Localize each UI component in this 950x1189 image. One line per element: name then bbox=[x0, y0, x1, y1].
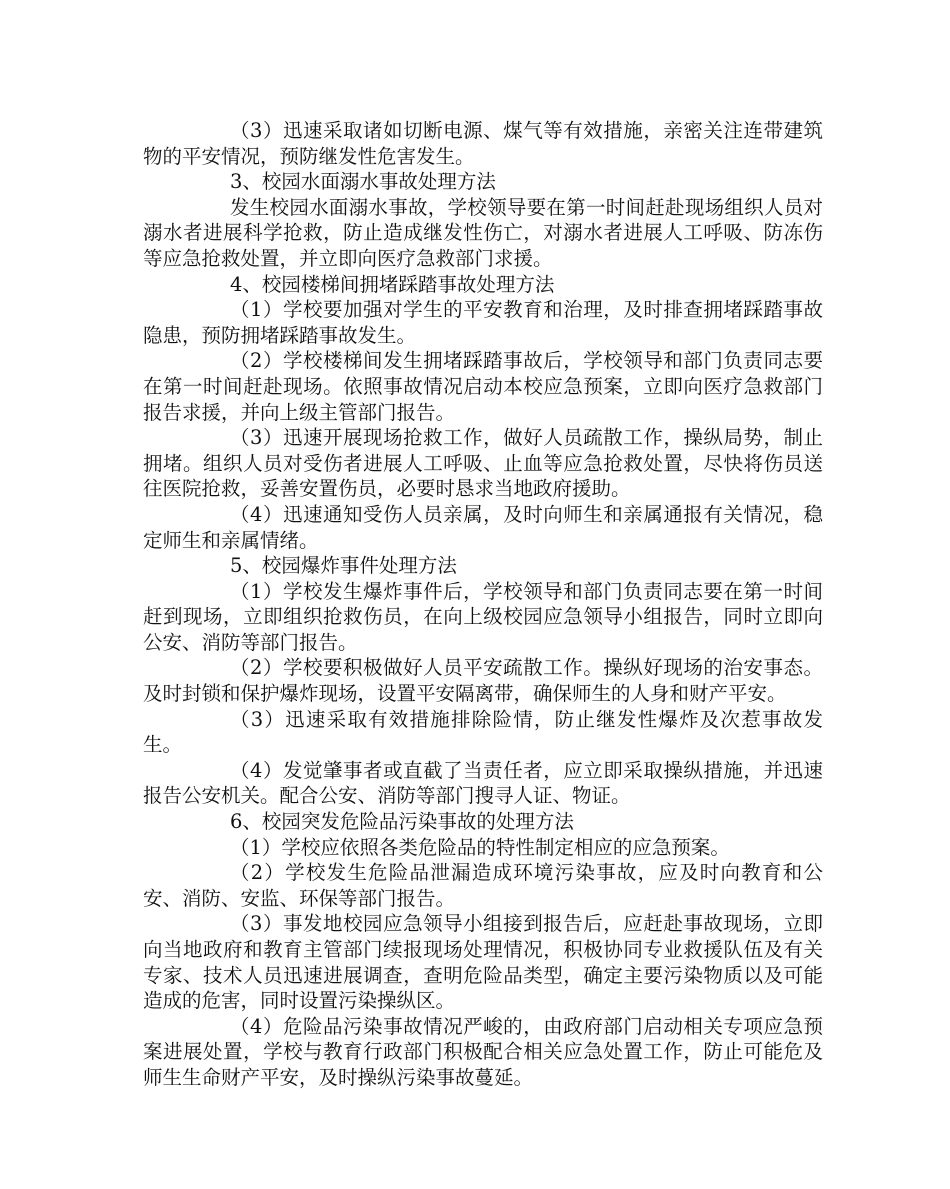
section-heading-5: 5、校园爆炸事件处理方法 bbox=[230, 554, 457, 578]
paragraph: （2）学校发生危险品泄漏造成环境污染事故，应及时向教育和公安、消防、安监、环保等部门报告。 bbox=[143, 861, 823, 910]
paragraph: （3）事发地校园应急领导小组接到报告后，应赶赴事故现场，立即向当地政府和教育主管部门续报现场处理情况，积极协同专业救援队伍及有关专家、技术人员迅速进展调查，查明危险品类型，确定主要污染物质以及可能造成的危害，同时设置污染操纵区。 bbox=[143, 912, 823, 1013]
paragraph: （3）迅速采取诸如切断电源、煤气等有效措施，亲密关注连带建筑物的平安情况，预防继发性危害发生。 bbox=[143, 119, 823, 168]
paragraph: （1）学校应依照各类危险品的特性制定相应的应急预案。 bbox=[230, 835, 730, 859]
section-heading-4: 4、校园楼梯间拥堵踩踏事故处理方法 bbox=[230, 272, 555, 296]
paragraph: （2）学校要积极做好人员平安疏散工作。操纵好现场的治安事态。及时封锁和保护爆炸现场，设置平安隔离带，确保师生的人身和财产平安。 bbox=[143, 656, 823, 706]
section-heading-3: 3、校园水面溺水事故处理方法 bbox=[230, 170, 496, 194]
document-body bbox=[143, 118, 823, 1091]
paragraph: 发生校园水面溺水事故，学校领导要在第一时间赶赴现场组织人员对溺水者进展科学抢救，防止造成继发性伤亡，对溺水者进展人工呼吸、防冻伤等应急抢救处置，并立即向医疗急救部门求援。 bbox=[143, 195, 823, 270]
section-heading-6: 6、校园突发危险品污染事故的处理方法 bbox=[230, 810, 574, 834]
paragraph: （3）迅速开展现场抢救工作，做好人员疏散工作，操纵局势，制止拥堵。组织人员对受伤者进展人工呼吸、止血等应急抢救处置，尽快将伤员送往医院抢救，妥善安置伤员，必要时恳求当地政府援助。 bbox=[143, 426, 823, 501]
paragraph: （1）学校发生爆炸事件后，学校领导和部门负责同志要在第一时间赶到现场，立即组织抢救伤员，在向上级校园应急领导小组报告，同时立即向公安、消防等部门报告。 bbox=[143, 579, 823, 654]
paragraph: （4）迅速通知受伤人员亲属，及时向师生和亲属通报有关情况，稳定师生和亲属情绪。 bbox=[143, 502, 823, 552]
paragraph: （1）学校要加强对学生的平安教育和治理，及时排查拥堵踩踏事故隐患，预防拥堵踩踏事故发生。 bbox=[143, 298, 823, 347]
paragraph: （3）迅速采取有效措施排除险情，防止继发性爆炸及次惹事故发生。 bbox=[143, 707, 823, 757]
paragraph: （4）危险品污染事故情况严峻的，由政府部门启动相关专项应急预案进展处置，学校与教育行政部门积极配合相关应急处置工作，防止可能危及师生生命财产平安，及时操纵污染事故蔓延。 bbox=[143, 1014, 823, 1089]
paragraph: （2）学校楼梯间发生拥堵踩踏事故后，学校领导和部门负责同志要在第一时间赶赴现场。依照事故情况启动本校应急预案，立即向医疗急救部门报告求援，并向上级主管部门报告。 bbox=[143, 349, 823, 424]
paragraph: （4）发觉肇事者或直截了当责任者，应立即采取操纵措施，并迅速报告公安机关。配合公安、消防等部门搜寻人证、物证。 bbox=[143, 758, 823, 808]
